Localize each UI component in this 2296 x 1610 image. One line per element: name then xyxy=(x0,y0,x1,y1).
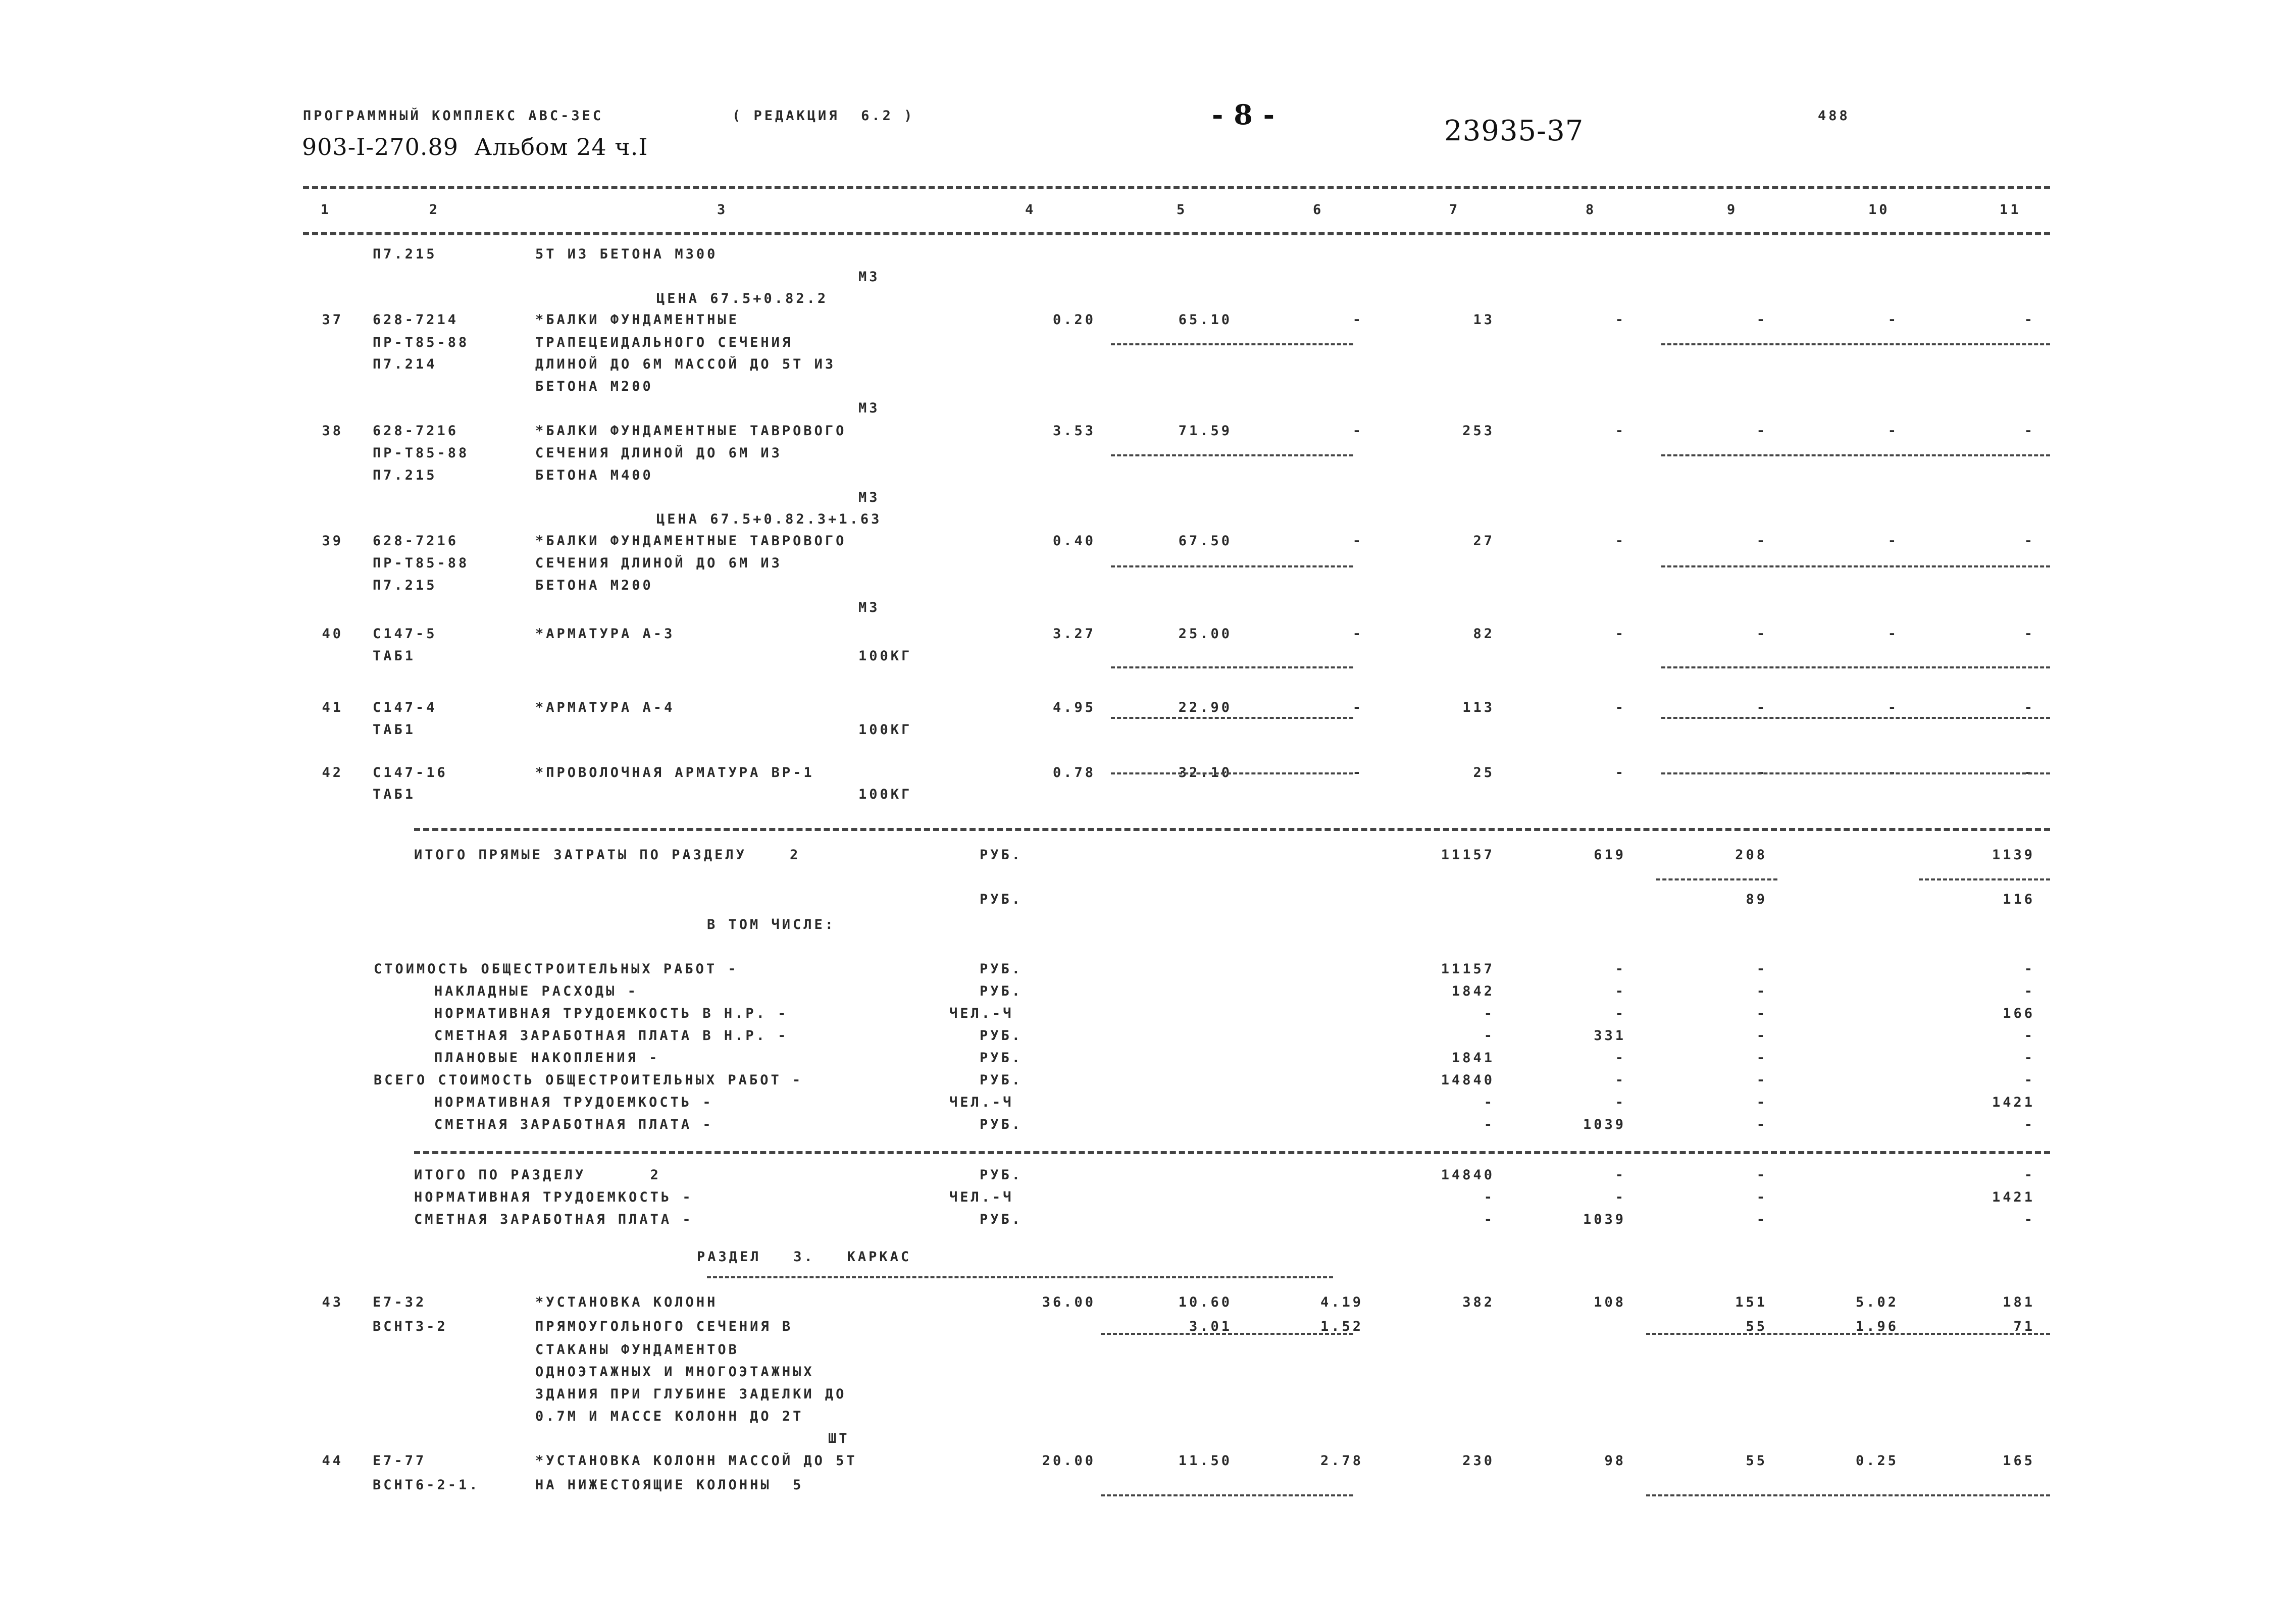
s3-row-0-c4: 36.00 xyxy=(1042,1294,1096,1310)
row-8-c7: 253 xyxy=(1462,423,1495,439)
row-3-c2: 628-7214 xyxy=(373,312,459,328)
section-total-v11-2: - xyxy=(2024,1212,2035,1227)
breakdown-v9-6: - xyxy=(1756,1095,1767,1110)
page-number: - 8 - xyxy=(1212,98,1275,131)
section-total-v9-0: - xyxy=(1756,1167,1767,1183)
breakdown-v8-0: - xyxy=(1615,961,1626,977)
edition: ( РЕДАКЦИЯ 6.2 ) xyxy=(732,108,915,124)
breakdown-unit-7: РУБ. xyxy=(980,1117,1023,1132)
row-8-c4: 3.53 xyxy=(1052,423,1096,439)
row-22-c3: 100КГ xyxy=(858,787,912,802)
s3-row-7-c8: 98 xyxy=(1604,1453,1626,1469)
row-19-c5: 22.90 xyxy=(1178,700,1232,715)
s3-row-0-c2: Е7-32 xyxy=(373,1294,427,1310)
column-number-5: 5 xyxy=(1177,202,1188,218)
cell-divider xyxy=(1661,666,2050,668)
row-10-c2: П7.215 xyxy=(373,468,437,483)
rule-section-total xyxy=(414,1151,2050,1154)
row-3-c10: - xyxy=(1887,312,1899,328)
cell-divider xyxy=(1919,878,2050,880)
cell-divider xyxy=(1101,1333,1353,1335)
row-15-c3: БЕТОНА М200 xyxy=(535,578,653,593)
program-name: ПРОГРАММНЫЙ КОМПЛЕКС АВС-ЗЕС xyxy=(303,108,604,124)
section-total-label-1: НОРМАТИВНАЯ ТРУДОЕМКОСТЬ - xyxy=(414,1189,693,1205)
breakdown-v9-2: - xyxy=(1756,1006,1767,1021)
row-6-c3: БЕТОНА М200 xyxy=(535,379,653,394)
breakdown-label-5: ВСЕГО СТОИМОСТЬ ОБЩЕСТРОИТЕЛЬНЫХ РАБОТ - xyxy=(374,1072,803,1088)
row-22-c2: ТАБ1 xyxy=(373,787,416,802)
cell-divider xyxy=(1656,878,1777,880)
row-21-c6: - xyxy=(1352,765,1363,781)
row-21-c11: - xyxy=(2024,765,2035,781)
total-v9b: 89 xyxy=(1746,892,1767,907)
s3-row-4-c3: ЗДАНИЯ ПРИ ГЛУБИНЕ ЗАДЕЛКИ ДО xyxy=(535,1386,847,1402)
breakdown-label-2: НОРМАТИВНАЯ ТРУДОЕМКОСТЬ В Н.Р. - xyxy=(434,1006,789,1021)
row-19-c1: 41 xyxy=(322,700,343,715)
breakdown-v11-0: - xyxy=(2024,961,2035,977)
breakdown-v7-3: - xyxy=(1484,1028,1495,1044)
section-total-unit-1: ЧЕЛ.-Ч xyxy=(949,1189,1014,1205)
cell-divider xyxy=(1661,717,2050,719)
s3-row-2-c3: СТАКАНЫ ФУНДАМЕНТОВ xyxy=(535,1342,739,1358)
row-0-c2: П7.215 xyxy=(373,246,437,262)
row-19-c4: 4.95 xyxy=(1052,700,1096,715)
row-12-c3: ЦЕНА 67.5+0.82.3+1.63 xyxy=(656,511,882,527)
row-11-c3: М3 xyxy=(858,490,880,505)
row-21-c5: 32.10 xyxy=(1178,765,1232,781)
row-13-c6: - xyxy=(1352,533,1363,549)
row-21-c4: 0.78 xyxy=(1052,765,1096,781)
section-total-v9-1: - xyxy=(1756,1189,1767,1205)
cell-divider xyxy=(1111,565,1353,567)
row-8-c8: - xyxy=(1615,423,1626,439)
total-v11b: 116 xyxy=(2003,892,2035,907)
row-18-c3: 100КГ xyxy=(858,648,912,664)
section-total-v9-2: - xyxy=(1756,1212,1767,1227)
s3-row-0-c5: 10.60 xyxy=(1178,1294,1232,1310)
row-18-c2: ТАБ1 xyxy=(373,648,416,664)
section-total-unit-0: РУБ. xyxy=(980,1167,1023,1183)
s3-row-7-c7: 230 xyxy=(1462,1453,1495,1469)
breakdown-label-7: СМЕТНАЯ ЗАРАБОТНАЯ ПЛАТА - xyxy=(434,1117,713,1132)
row-17-c4: 3.27 xyxy=(1052,626,1096,642)
breakdown-unit-4: РУБ. xyxy=(980,1050,1023,1066)
cell-divider xyxy=(1111,772,1353,774)
album-label: 903-I-270.89 Альбом 24 ч.I xyxy=(302,133,648,161)
row-19-c2: С147-4 xyxy=(373,700,437,715)
breakdown-v9-4: - xyxy=(1756,1050,1767,1066)
breakdown-v8-3: 331 xyxy=(1594,1028,1626,1044)
column-number-10: 10 xyxy=(1868,202,1890,218)
column-number-6: 6 xyxy=(1313,202,1324,218)
s3-row-1-c3: ПРЯМОУГОЛЬНОГО СЕЧЕНИЯ В xyxy=(535,1319,793,1334)
section-total-label-2: СМЕТНАЯ ЗАРАБОТНАЯ ПЛАТА - xyxy=(414,1212,693,1227)
section-total-v8-0: - xyxy=(1615,1167,1626,1183)
section-total-v8-1: - xyxy=(1615,1189,1626,1205)
cell-divider xyxy=(1101,1494,1353,1496)
s3-row-0-c7: 382 xyxy=(1462,1294,1495,1310)
breakdown-v11-1: - xyxy=(2024,983,2035,999)
cell-divider xyxy=(1111,343,1353,345)
row-21-c2: С147-16 xyxy=(373,765,448,781)
row-17-c1: 40 xyxy=(322,626,343,642)
cell-divider xyxy=(1646,1333,2050,1335)
row-14-c2: ПР-Т85-88 xyxy=(373,555,470,571)
row-20-c2: ТАБ1 xyxy=(373,722,416,738)
s3-row-7-c6: 2.78 xyxy=(1320,1453,1363,1469)
row-17-c2: С147-5 xyxy=(373,626,437,642)
breakdown-v11-6: 1421 xyxy=(1992,1095,2035,1110)
section-3-title: РАЗДЕЛ 3. КАРКАС xyxy=(697,1249,912,1265)
row-8-c3: *БАЛКИ ФУНДАМЕНТНЫЕ ТАВРОВОГО xyxy=(535,423,847,439)
total-direct-label: ИТОГО ПРЯМЫЕ ЗАТРАТЫ ПО РАЗДЕЛУ 2 xyxy=(414,847,801,863)
row-17-c10: - xyxy=(1887,626,1899,642)
breakdown-v7-6: - xyxy=(1484,1095,1495,1110)
breakdown-v7-0: 11157 xyxy=(1441,961,1495,977)
breakdown-v7-5: 14840 xyxy=(1441,1072,1495,1088)
row-8-c2: 628-7216 xyxy=(373,423,459,439)
row-13-c3: *БАЛКИ ФУНДАМЕНТНЫЕ ТАВРОВОГО xyxy=(535,533,847,549)
s3-row-0-c1: 43 xyxy=(322,1294,343,1310)
rule-subtotal xyxy=(414,828,2050,831)
breakdown-v9-5: - xyxy=(1756,1072,1767,1088)
section-total-v7-1: - xyxy=(1484,1189,1495,1205)
section-total-v7-2: - xyxy=(1484,1212,1495,1227)
cell-divider xyxy=(1111,717,1353,719)
breakdown-v8-5: - xyxy=(1615,1072,1626,1088)
total-v8: 619 xyxy=(1594,847,1626,863)
cell-divider xyxy=(1661,565,2050,567)
section-total-unit-2: РУБ. xyxy=(980,1212,1023,1227)
row-3-c6: - xyxy=(1352,312,1363,328)
breakdown-v7-1: 1842 xyxy=(1451,983,1495,999)
row-13-c8: - xyxy=(1615,533,1626,549)
row-17-c7: 82 xyxy=(1473,626,1495,642)
row-8-c10: - xyxy=(1887,423,1899,439)
row-13-c11: - xyxy=(2024,533,2035,549)
row-19-c7: 113 xyxy=(1462,700,1495,715)
row-13-c10: - xyxy=(1887,533,1899,549)
row-17-c8: - xyxy=(1615,626,1626,642)
s3-row-0-c8: 108 xyxy=(1594,1294,1626,1310)
breakdown-v9-7: - xyxy=(1756,1117,1767,1132)
row-19-c11: - xyxy=(2024,700,2035,715)
breakdown-unit-6: ЧЕЛ.-Ч xyxy=(949,1095,1014,1110)
row-5-c2: П7.214 xyxy=(373,356,437,372)
s3-row-0-c3: *УСТАНОВКА КОЛОНН xyxy=(535,1294,718,1310)
row-3-c5: 65.10 xyxy=(1178,312,1232,328)
breakdown-unit-5: РУБ. xyxy=(980,1072,1023,1088)
s3-row-1-c9: 55 xyxy=(1746,1319,1767,1334)
row-17-c3: *АРМАТУРА А-3 xyxy=(535,626,675,642)
cell-divider xyxy=(1661,343,2050,345)
doc-code: 23935-37 xyxy=(1444,115,1584,147)
row-3-c7: 13 xyxy=(1473,312,1495,328)
row-2-c3: ЦЕНА 67.5+0.82.2 xyxy=(656,291,829,306)
sheet-number: 488 xyxy=(1818,108,1850,124)
row-3-c8: - xyxy=(1615,312,1626,328)
row-3-c1: 37 xyxy=(322,312,343,328)
section-total-v8-2: 1039 xyxy=(1583,1212,1626,1227)
s3-row-7-c2: Е7-77 xyxy=(373,1453,427,1469)
s3-row-7-c3: *УСТАНОВКА КОЛОНН МАССОЙ ДО 5Т xyxy=(535,1453,857,1469)
column-number-2: 2 xyxy=(429,202,440,218)
row-0-c3: 5Т ИЗ БЕТОНА М300 xyxy=(535,246,718,262)
breakdown-unit-1: РУБ. xyxy=(980,983,1023,999)
breakdown-v8-2: - xyxy=(1615,1006,1626,1021)
column-number-9: 9 xyxy=(1727,202,1738,218)
row-19-c6: - xyxy=(1352,700,1363,715)
rule-header-bottom xyxy=(303,232,2050,235)
row-8-c6: - xyxy=(1352,423,1363,439)
section-total-v11-0: - xyxy=(2024,1167,2035,1183)
row-9-c3: СЕЧЕНИЯ ДЛИНОЙ ДО 6М ИЗ xyxy=(535,445,782,461)
row-21-c10: - xyxy=(1887,765,1899,781)
row-3-c9: - xyxy=(1756,312,1767,328)
total-v11: 1139 xyxy=(1992,847,2035,863)
breakdown-v9-3: - xyxy=(1756,1028,1767,1044)
breakdown-label-4: ПЛАНОВЫЕ НАКОПЛЕНИЯ - xyxy=(434,1050,660,1066)
breakdown-label-1: НАКЛАДНЫЕ РАСХОДЫ - xyxy=(434,983,638,999)
s3-row-1-c5: 3.01 xyxy=(1189,1319,1232,1334)
s3-row-1-c11: 71 xyxy=(2013,1319,2035,1334)
s3-row-1-c6: 1.52 xyxy=(1320,1319,1363,1334)
breakdown-v11-2: 166 xyxy=(2003,1006,2035,1021)
total-v9: 208 xyxy=(1735,847,1767,863)
total-unit-2: РУБ. xyxy=(980,892,1023,907)
row-8-c5: 71.59 xyxy=(1178,423,1232,439)
row-5-c3: ДЛИНОЙ ДО 6М МАССОЙ ДО 5Т ИЗ xyxy=(535,356,836,372)
breakdown-v11-4: - xyxy=(2024,1050,2035,1066)
breakdown-v7-7: - xyxy=(1484,1117,1495,1132)
breakdown-label-3: СМЕТНАЯ ЗАРАБОТНАЯ ПЛАТА В Н.Р. - xyxy=(434,1028,789,1044)
s3-row-7-c9: 55 xyxy=(1746,1453,1767,1469)
breakdown-unit-3: РУБ. xyxy=(980,1028,1023,1044)
row-19-c10: - xyxy=(1887,700,1899,715)
s3-row-0-c10: 5.02 xyxy=(1855,1294,1899,1310)
s3-row-7-c1: 44 xyxy=(322,1453,343,1469)
row-1-c3: М3 xyxy=(858,269,880,285)
row-13-c5: 67.50 xyxy=(1178,533,1232,549)
s3-row-7-c11: 165 xyxy=(2003,1453,2035,1469)
s3-row-7-c10: 0.25 xyxy=(1855,1453,1899,1469)
s3-row-1-c2: ВСНТ3-2 xyxy=(373,1319,448,1334)
s3-row-3-c3: ОДНОЭТАЖНЫХ И МНОГОЭТАЖНЫХ xyxy=(535,1364,814,1380)
breakdown-v8-7: 1039 xyxy=(1583,1117,1626,1132)
row-17-c9: - xyxy=(1756,626,1767,642)
cell-divider xyxy=(1661,454,2050,456)
row-21-c3: *ПРОВОЛОЧНАЯ АРМАТУРА ВР-1 xyxy=(535,765,814,781)
breakdown-v9-0: - xyxy=(1756,961,1767,977)
column-number-3: 3 xyxy=(717,202,728,218)
s3-row-5-c3: 0.7М И МАССЕ КОЛОНН ДО 2Т xyxy=(535,1409,804,1424)
section-total-v11-1: 1421 xyxy=(1992,1189,2035,1205)
s3-row-6-c3: ШТ xyxy=(828,1431,850,1446)
s3-row-0-c11: 181 xyxy=(2003,1294,2035,1310)
breakdown-v11-7: - xyxy=(2024,1117,2035,1132)
breakdown-v8-4: - xyxy=(1615,1050,1626,1066)
row-21-c1: 42 xyxy=(322,765,343,781)
row-3-c11: - xyxy=(2024,312,2035,328)
cell-divider xyxy=(1111,454,1353,456)
row-8-c9: - xyxy=(1756,423,1767,439)
breakdown-v8-1: - xyxy=(1615,983,1626,999)
row-3-c3: *БАЛКИ ФУНДАМЕНТНЫЕ xyxy=(535,312,739,328)
row-10-c3: БЕТОНА М400 xyxy=(535,468,653,483)
s3-row-7-c4: 20.00 xyxy=(1042,1453,1096,1469)
row-21-c7: 25 xyxy=(1473,765,1495,781)
row-21-c9: - xyxy=(1756,765,1767,781)
column-number-4: 4 xyxy=(1025,202,1036,218)
breakdown-v8-6: - xyxy=(1615,1095,1626,1110)
breakdown-label-0: СТОИМОСТЬ ОБЩЕСТРОИТЕЛЬНЫХ РАБОТ - xyxy=(374,961,739,977)
row-13-c2: 628-7216 xyxy=(373,533,459,549)
row-8-c1: 38 xyxy=(322,423,343,439)
column-number-8: 8 xyxy=(1586,202,1597,218)
breakdown-unit-0: РУБ. xyxy=(980,961,1023,977)
section-total-v7-0: 14840 xyxy=(1441,1167,1495,1183)
row-8-c11: - xyxy=(2024,423,2035,439)
s3-row-1-c10: 1.96 xyxy=(1855,1319,1899,1334)
row-17-c5: 25.00 xyxy=(1178,626,1232,642)
cell-divider xyxy=(1661,772,2050,774)
s3-row-0-c9: 151 xyxy=(1735,1294,1767,1310)
row-17-c6: - xyxy=(1352,626,1363,642)
breakdown-label-6: НОРМАТИВНАЯ ТРУДОЕМКОСТЬ - xyxy=(434,1095,713,1110)
row-14-c3: СЕЧЕНИЯ ДЛИНОЙ ДО 6М ИЗ xyxy=(535,555,782,571)
row-4-c2: ПР-Т85-88 xyxy=(373,335,470,350)
row-16-c3: М3 xyxy=(858,600,880,615)
row-7-c3: М3 xyxy=(858,400,880,416)
row-4-c3: ТРАПЕЦЕИДАЛЬНОГО СЕЧЕНИЯ xyxy=(535,335,793,350)
section-total-label-0: ИТОГО ПО РАЗДЕЛУ 2 xyxy=(414,1167,661,1183)
total-unit-1: РУБ. xyxy=(980,847,1023,863)
row-20-c3: 100КГ xyxy=(858,722,912,738)
rule-top xyxy=(303,186,2050,189)
row-17-c11: - xyxy=(2024,626,2035,642)
s3-row-8-c3: НА НИЖЕСТОЯЩИЕ КОЛОННЫ 5 xyxy=(535,1477,804,1493)
breakdown-v7-4: 1841 xyxy=(1451,1050,1495,1066)
breakdown-v11-3: - xyxy=(2024,1028,2035,1044)
s3-row-8-c2: ВСНТ6-2-1. xyxy=(373,1477,480,1493)
row-19-c9: - xyxy=(1756,700,1767,715)
cell-divider xyxy=(1111,666,1353,668)
incl-label: В ТОМ ЧИСЛЕ: xyxy=(707,917,836,932)
column-number-11: 11 xyxy=(2000,202,2021,218)
column-number-1: 1 xyxy=(321,202,332,218)
cell-divider xyxy=(1646,1494,2050,1496)
row-13-c9: - xyxy=(1756,533,1767,549)
row-13-c4: 0.40 xyxy=(1052,533,1096,549)
breakdown-v9-1: - xyxy=(1756,983,1767,999)
total-v7: 11157 xyxy=(1441,847,1495,863)
s3-row-0-c6: 4.19 xyxy=(1320,1294,1363,1310)
row-19-c3: *АРМАТУРА А-4 xyxy=(535,700,675,715)
row-13-c7: 27 xyxy=(1473,533,1495,549)
row-19-c8: - xyxy=(1615,700,1626,715)
breakdown-v11-5: - xyxy=(2024,1072,2035,1088)
row-3-c4: 0.20 xyxy=(1052,312,1096,328)
column-number-7: 7 xyxy=(1449,202,1460,218)
row-13-c1: 39 xyxy=(322,533,343,549)
s3-row-7-c5: 11.50 xyxy=(1178,1453,1232,1469)
row-9-c2: ПР-Т85-88 xyxy=(373,445,470,461)
row-21-c8: - xyxy=(1615,765,1626,781)
section-3-underline xyxy=(707,1276,1333,1278)
row-15-c2: П7.215 xyxy=(373,578,437,593)
breakdown-unit-2: ЧЕЛ.-Ч xyxy=(949,1006,1014,1021)
breakdown-v7-2: - xyxy=(1484,1006,1495,1021)
